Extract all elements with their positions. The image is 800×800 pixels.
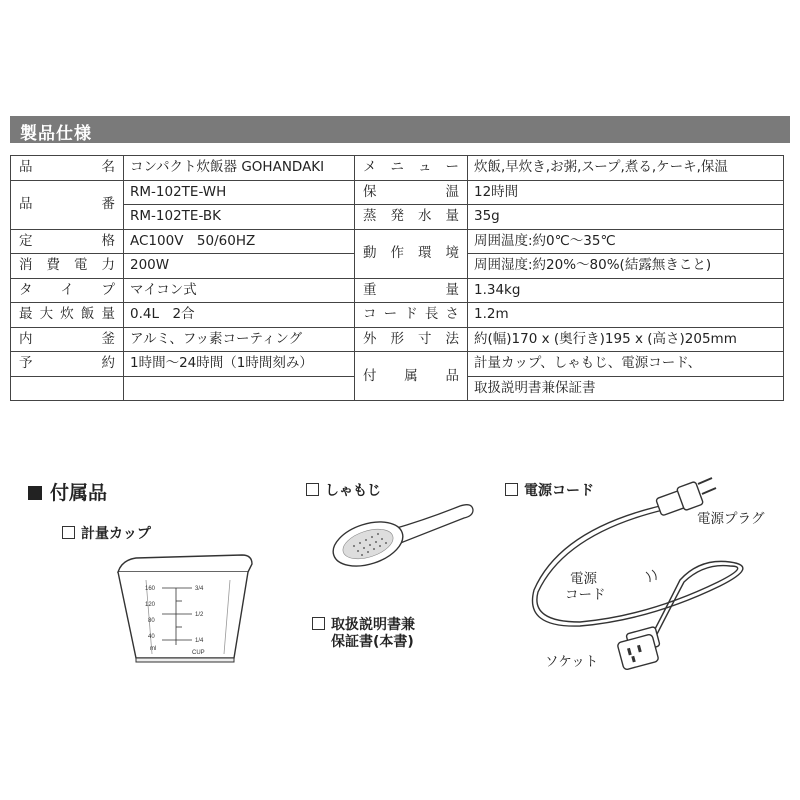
spec-label: メニュー — [355, 156, 468, 181]
cup-caption: 計量カップ — [62, 526, 151, 543]
rice-paddle-icon — [330, 500, 480, 570]
cup-fraction-tick: CUP — [192, 650, 205, 656]
spec-value: 炊飯,早炊き,お粥,スープ,煮る,ケーキ,保温 — [468, 156, 784, 181]
spec-label: 重 量 — [355, 278, 468, 303]
spec-value: 計量カップ、しゃもじ、電源コード、 — [468, 352, 784, 377]
spec-table — [10, 155, 784, 401]
spec-value: 200W — [124, 254, 355, 279]
cup-fraction-tick: 3/4 — [195, 586, 204, 592]
spec-value: 0.4L 2合 — [124, 303, 355, 328]
cup-fraction-tick: 1/2 — [195, 612, 204, 618]
table-row — [11, 278, 784, 303]
table-row — [11, 327, 784, 352]
table-row — [11, 180, 784, 205]
spec-label: 内 釜 — [11, 327, 124, 352]
spec-value: AC100V 50/60HZ — [124, 229, 355, 254]
cup-ml-tick: ml — [150, 646, 157, 652]
spec-label: 予 約 — [11, 352, 124, 377]
manual-caption: 取扱説明書兼 保証書(本書) — [312, 617, 415, 651]
section-title: 製品仕様 — [20, 124, 92, 144]
spec-value: 1時間〜24時間（1時間刻み） — [124, 352, 355, 377]
power-cord-icon — [520, 470, 770, 680]
cord-label-1: 電源 — [570, 571, 597, 587]
spec-value-empty — [124, 376, 355, 401]
checkbox-icon — [62, 526, 75, 539]
checkbox-icon — [505, 483, 518, 496]
spec-value: 1.2m — [468, 303, 784, 328]
spec-value: 35g — [468, 205, 784, 230]
cord-label-2: コード — [565, 587, 606, 603]
spec-label: 消費電力 — [11, 254, 124, 279]
spec-label: 定 格 — [11, 229, 124, 254]
cup-ml-tick: 80 — [148, 618, 155, 624]
spec-value: アルミ、フッ素コーティング — [124, 327, 355, 352]
table-row — [11, 229, 784, 254]
spec-value: コンパクト炊飯器 GOHANDAKI — [124, 156, 355, 181]
spec-value: 1.34kg — [468, 278, 784, 303]
socket-label: ソケット — [545, 654, 599, 670]
table-row — [11, 352, 784, 377]
spec-label: 保 温 — [355, 180, 468, 205]
spec-value: RM-102TE-BK — [124, 205, 355, 230]
spec-value: RM-102TE-WH — [124, 180, 355, 205]
section-banner — [10, 116, 790, 143]
spec-label: 蒸発水量 — [355, 205, 468, 230]
table-row — [11, 205, 784, 230]
spec-label-empty — [11, 376, 124, 401]
spec-label: 品 番 — [11, 180, 124, 229]
black-square-icon — [28, 486, 42, 500]
cord-caption: 電源コード — [505, 483, 594, 500]
table-row — [11, 156, 784, 181]
spec-label: 最大炊飯量 — [11, 303, 124, 328]
cup-ml-tick: 120 — [145, 602, 156, 608]
spec-value: 周囲温度:約0℃〜35℃ — [468, 229, 784, 254]
spec-value: 12時間 — [468, 180, 784, 205]
spec-label: タイプ — [11, 278, 124, 303]
accessories-title: 付属品 — [28, 478, 107, 505]
measuring-cup-icon — [110, 550, 260, 665]
spec-value: 取扱説明書兼保証書 — [468, 376, 784, 401]
spec-label: コード長さ — [355, 303, 468, 328]
spec-label: 外形寸法 — [355, 327, 468, 352]
spec-label: 付 属 品 — [355, 352, 468, 401]
cup-ml-tick: 160 — [145, 586, 156, 592]
spoon-caption: しゃもじ — [306, 483, 381, 500]
spec-value: マイコン式 — [124, 278, 355, 303]
spec-value: 約(幅)170 x (奥行き)195 x (高さ)205mm — [468, 327, 784, 352]
cup-ml-tick: 40 — [148, 634, 155, 640]
spec-value: 周囲湿度:約20%〜80%(結露無きこと) — [468, 254, 784, 279]
plug-label: 電源プラグ — [697, 511, 765, 527]
cup-fraction-tick: 1/4 — [195, 638, 204, 644]
checkbox-icon — [312, 617, 325, 630]
checkbox-icon — [306, 483, 319, 496]
table-row — [11, 303, 784, 328]
spec-label: 動作環境 — [355, 229, 468, 278]
spec-label: 品 名 — [11, 156, 124, 181]
